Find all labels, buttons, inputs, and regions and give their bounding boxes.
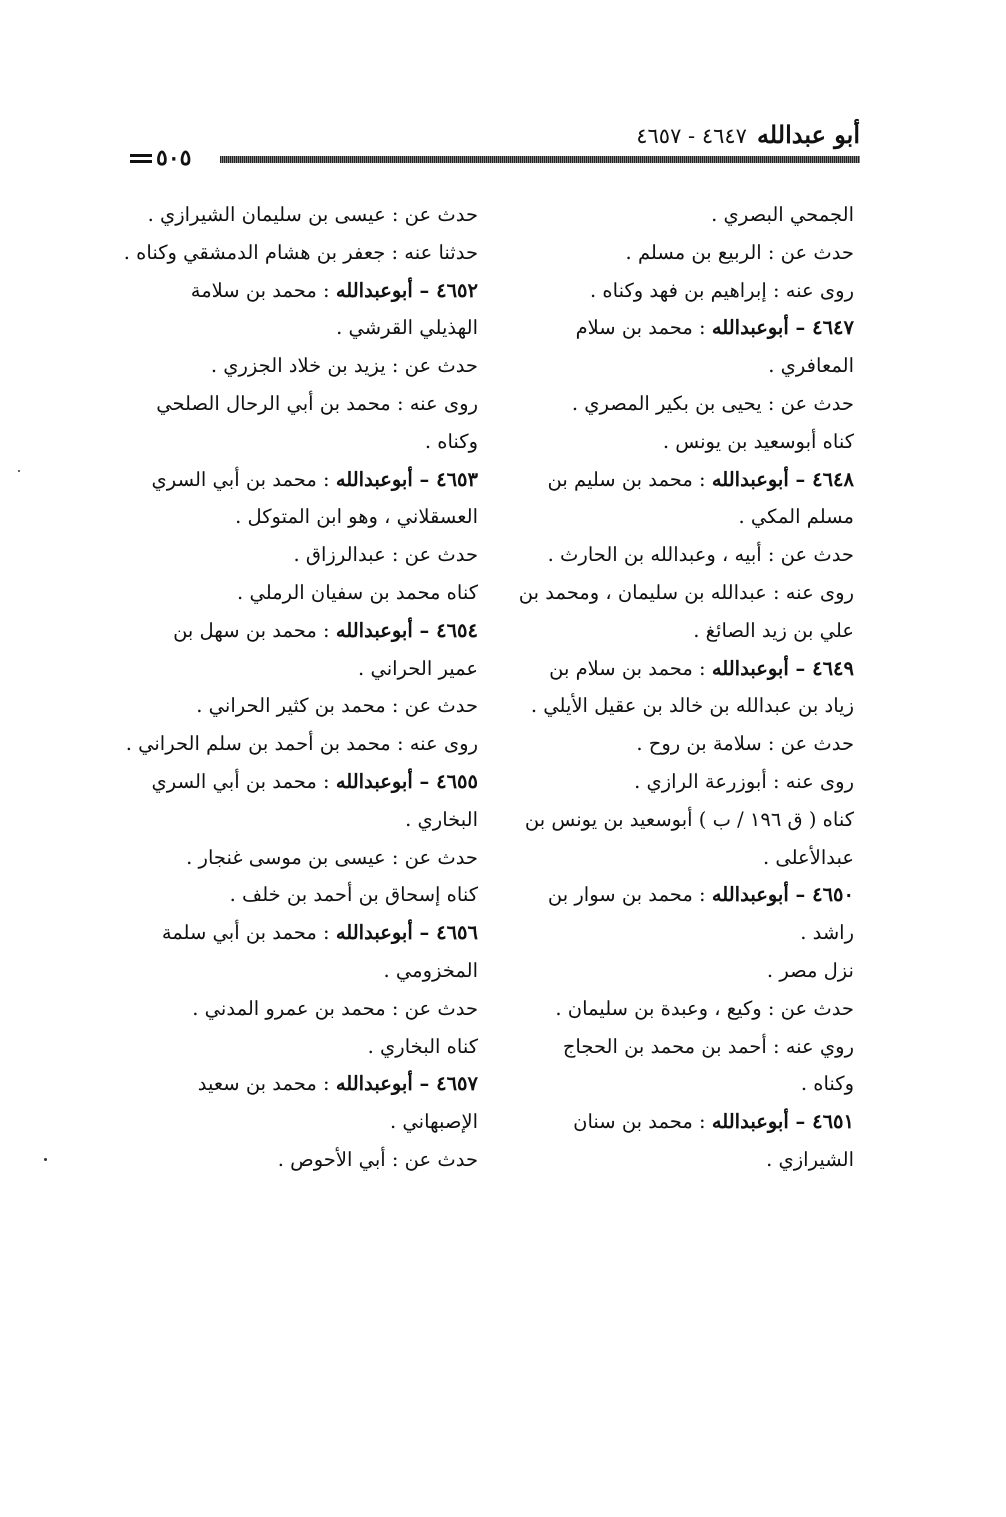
- text-line: [504, 990, 854, 1028]
- line-text: حدث عن : عيسى بن موسى غنجار .: [186, 845, 478, 869]
- entry-heading-line: [132, 461, 478, 499]
- line-text: الجمحي البصري .: [711, 203, 854, 226]
- entry-number-heading: ٤٦٤٨ – أبوعبدالله: [711, 467, 854, 491]
- text-line: [504, 725, 854, 763]
- text-line: [132, 309, 478, 347]
- line-text: حدث عن : وكيع ، وعبدة بن سليمان .: [555, 996, 854, 1020]
- text-line: [504, 801, 854, 839]
- page-number-ornament: [130, 154, 152, 163]
- line-text: المعافري .: [768, 354, 854, 378]
- text-line: [132, 687, 478, 725]
- entry-heading-line: [504, 876, 854, 914]
- entry-number-heading: ٤٦٥١ – أبوعبدالله: [711, 1110, 854, 1134]
- line-text: : محمد بن سلامة: [190, 278, 336, 302]
- text-line: [504, 536, 854, 574]
- text-line: [132, 876, 478, 914]
- left-column: [123, 196, 478, 1179]
- line-text: روى عنه : عبدالله بن سليمان ، ومحمد بن: [518, 580, 854, 604]
- line-text: : محمد بن سهل بن: [173, 618, 336, 642]
- text-line: [504, 498, 854, 536]
- line-text: حدث عن : أبي الأحوص .: [277, 1147, 478, 1171]
- text-line: [504, 1141, 854, 1179]
- line-text: وكناه .: [800, 1072, 854, 1096]
- text-line: [504, 347, 854, 385]
- line-text: حدث عن : الربيع بن مسلم .: [625, 240, 854, 264]
- line-text: حدث عن : عيسى بن سليمان الشيرازي .: [147, 203, 478, 226]
- line-text: حدث عن : يزيد بن خلاد الجزري .: [210, 354, 478, 378]
- entry-number-heading: ٤٦٥٤ – أبوعبدالله: [335, 618, 478, 642]
- line-text: : محمد بن سوار بن: [547, 883, 712, 907]
- entry-heading-line: [504, 461, 854, 499]
- text-line: [504, 272, 854, 310]
- header-entry-range: ٤٦٤٧ - ٤٦٥٧: [636, 124, 747, 148]
- line-text: حدث عن : يحيى بن بكير المصري .: [571, 391, 854, 415]
- text-line: [504, 763, 854, 801]
- text-line: [504, 1028, 854, 1066]
- scan-speck: [18, 470, 20, 472]
- line-text: المخزومي .: [383, 958, 478, 982]
- text-line: [504, 1065, 854, 1103]
- entry-number-heading: ٤٦٥٧ – أبوعبدالله: [335, 1072, 478, 1096]
- line-text: زياد بن عبدالله بن خالد بن عقيل الأيلي .: [530, 694, 854, 718]
- line-text: روى عنه : إبراهيم بن فهد وكناه .: [590, 278, 854, 302]
- line-text: نزل مصر .: [766, 958, 854, 982]
- entry-heading-line: [132, 612, 478, 650]
- line-text: الهذيلي القرشي .: [336, 316, 478, 340]
- line-text: مسلم المكي .: [738, 505, 854, 529]
- line-text: راشد .: [800, 921, 854, 945]
- line-text: روى عنه : محمد بن أحمد بن سلم الحراني .: [125, 732, 478, 756]
- text-line: [132, 1103, 478, 1141]
- line-text: كناه أبوسعيد بن يونس .: [662, 429, 854, 453]
- entry-number-heading: ٤٦٥٥ – أبوعبدالله: [335, 769, 478, 793]
- text-line: [132, 650, 478, 688]
- line-text: الشيرازي .: [766, 1147, 854, 1171]
- line-text: روى عنه : محمد بن أبي الرحال الصلحي: [156, 391, 478, 415]
- line-text: كناه البخاري .: [367, 1034, 478, 1058]
- text-line: [132, 423, 478, 461]
- entry-heading-line: [504, 650, 854, 688]
- line-text: الإصبهاني .: [390, 1110, 478, 1134]
- text-line: [132, 990, 478, 1028]
- entry-heading-line: [504, 1103, 854, 1141]
- page-header: [130, 118, 860, 178]
- text-line: [132, 574, 478, 612]
- text-line: [504, 914, 854, 952]
- line-text: : محمد بن سليم بن: [547, 467, 712, 491]
- text-line: [132, 952, 478, 990]
- text-line: [504, 234, 854, 272]
- line-text: روي عنه : أحمد بن محمد بن الحجاج: [562, 1034, 854, 1058]
- line-text: : محمد بن سلام بن: [549, 656, 712, 680]
- text-line: [132, 385, 478, 423]
- entry-number-heading: ٤٦٤٧ – أبوعبدالله: [711, 316, 854, 340]
- text-line: [132, 1028, 478, 1066]
- text-line: [132, 1141, 478, 1179]
- line-text: وكناه .: [424, 429, 478, 453]
- page-number-block: [130, 146, 191, 170]
- entry-heading-line: [132, 1065, 478, 1103]
- running-title: [636, 120, 860, 149]
- line-text: حدث عن : محمد بن كثير الحراني .: [196, 694, 478, 718]
- entry-number-heading: ٤٦٥٠ – أبوعبدالله: [711, 883, 854, 907]
- text-line: [504, 687, 854, 725]
- line-text: كناه محمد بن سفيان الرملي .: [237, 580, 478, 604]
- line-text: : محمد بن سنان: [573, 1110, 712, 1134]
- text-line: [123, 234, 478, 272]
- line-text: عمير الحراني .: [358, 656, 478, 680]
- line-text: عبدالأعلى .: [762, 845, 854, 869]
- line-text: كناه إسحاق بن أحمد بن خلف .: [229, 883, 478, 907]
- line-text: روى عنه : أبوزرعة الرازي .: [634, 769, 854, 793]
- text-line: [504, 612, 854, 650]
- header-rule: [220, 156, 860, 163]
- text-line: [132, 347, 478, 385]
- line-text: : محمد بن أبي السري: [151, 769, 336, 793]
- text-line: [132, 536, 478, 574]
- text-line: [125, 725, 478, 763]
- entry-number-heading: ٤٦٥٦ – أبوعبدالله: [335, 921, 478, 945]
- line-text: العسقلاني ، وهو ابن المتوكل .: [235, 505, 478, 529]
- line-text: : محمد بن أبي السري: [151, 467, 336, 491]
- text-line: [504, 196, 854, 234]
- line-text: البخاري .: [405, 807, 478, 831]
- entry-number-heading: ٤٦٥٢ – أبوعبدالله: [335, 278, 478, 302]
- scan-speck: [44, 1158, 47, 1161]
- text-line: [504, 952, 854, 990]
- entry-number-heading: ٤٦٥٣ – أبوعبدالله: [335, 467, 478, 491]
- line-text: : محمد بن أبي سلمة: [161, 921, 336, 945]
- line-text: حدث عن : محمد بن عمرو المدني .: [192, 996, 478, 1020]
- header-title-text: أبو عبدالله: [756, 120, 860, 149]
- right-column: [504, 196, 854, 1179]
- text-line: [132, 839, 478, 877]
- entry-heading-line: [132, 914, 478, 952]
- entry-heading-line: [132, 763, 478, 801]
- text-line: [132, 196, 478, 234]
- text-line: [132, 801, 478, 839]
- line-text: : محمد بن سعيد: [197, 1072, 336, 1096]
- text-line: [504, 385, 854, 423]
- line-text: : محمد بن سلام: [575, 316, 712, 340]
- line-text: كناه ( ق ١٩٦ / ب ) أبوسعيد بن يونس بن: [524, 807, 854, 831]
- entry-number-heading: ٤٦٤٩ – أبوعبدالله: [711, 656, 854, 680]
- text-line: [132, 498, 478, 536]
- entry-heading-line: [132, 272, 478, 310]
- line-text: حدث عن : سلامة بن روح .: [636, 732, 854, 756]
- entry-heading-line: [504, 309, 854, 347]
- text-line: [504, 574, 854, 612]
- line-text: علي بن زيد الصائغ .: [693, 618, 854, 642]
- line-text: حدث عن : أبيه ، وعبدالله بن الحارث .: [547, 543, 854, 567]
- text-line: [504, 839, 854, 877]
- line-text: حدث عن : عبدالرزاق .: [293, 543, 478, 567]
- line-text: حدثنا عنه : جعفر بن هشام الدمشقي وكناه .: [123, 240, 478, 264]
- page-number: ٥٠٥: [156, 145, 192, 171]
- text-line: [504, 423, 854, 461]
